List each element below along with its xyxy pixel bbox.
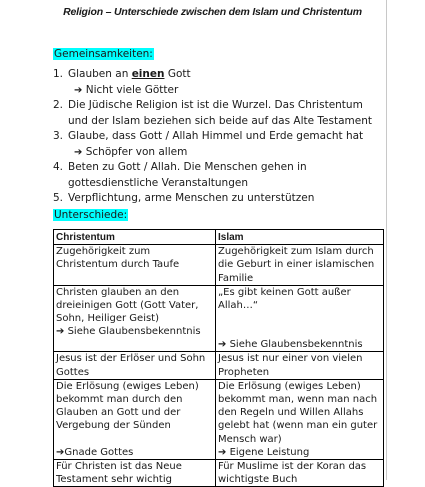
- page-edge-divider: [386, 0, 387, 480]
- differences-heading-text: Unterschiede:: [54, 209, 128, 221]
- table-cell-islam: Für Muslime ist der Koran das wichtigste Buch: [216, 460, 384, 487]
- right-arrow-icon: ➔: [74, 146, 83, 158]
- right-arrow-icon: ➔: [218, 446, 227, 458]
- table-cell-islam: [216, 285, 384, 352]
- differences-heading: [53, 209, 128, 221]
- list-item: [53, 129, 383, 160]
- list-item-text-after: Gott: [164, 68, 191, 80]
- column-header-islam: Islam: [216, 230, 384, 245]
- table-cell-christentum: [54, 379, 216, 459]
- cell-text: Christen glauben an den dreieinigen Gott (Gott Vater, Sohn, Heiliger Geist): [56, 286, 199, 325]
- document-title: Religion – Unterschiede zwischen dem Islam und Christentum: [63, 6, 362, 18]
- similarities-heading: [53, 48, 154, 60]
- list-item-text: Beten zu Gott / Allah. Die Menschen gehen in gottesdienstliche Veranstaltungen: [68, 161, 307, 189]
- table-header-row: [54, 230, 384, 245]
- right-arrow-icon: ➔: [56, 446, 65, 458]
- cell-text: Die Erlösung (ewiges Leben) bekommt man durch den Glauben an Gott und der Vergebung der Sünden: [56, 380, 199, 432]
- list-item-text: Die Jüdische Religion ist ist die Wurzel. Das Christentum und der Islam beziehen sich beide auf das Alte Testament: [68, 99, 372, 127]
- table-row: [54, 285, 384, 352]
- list-item: [53, 191, 383, 207]
- cell-text: „Es gibt keinen Gott außer Allah…“: [218, 286, 351, 312]
- table-cell-islam: Zugehörigkeit zum Islam durch die Geburt in einer islamischen Familie: [216, 245, 384, 286]
- table-row: [54, 460, 384, 487]
- list-item-text: Verpflichtung, arme Menschen zu unterstützen: [68, 192, 315, 204]
- cell-arrow-text: Eigene Leistung: [229, 446, 310, 458]
- table-cell-christentum: Für Christen ist das Neue Testament sehr wichtig: [54, 460, 216, 487]
- cell-arrow-text: Siehe Glaubensbekenntnis: [67, 326, 201, 338]
- table-row: [54, 245, 384, 286]
- table-row: [54, 352, 384, 379]
- list-number: 3.: [53, 130, 64, 142]
- similarities-list: [53, 67, 383, 207]
- list-item: [53, 160, 383, 191]
- differences-table: [53, 229, 384, 487]
- cell-text: Die Erlösung (ewiges Leben) bekommt man, wenn man nach den Regeln und Willen Allahs gelebt hat (wenn man ein guter Mensch war): [218, 380, 378, 445]
- right-arrow-icon: ➔: [56, 326, 65, 338]
- list-sub-item-text: Nicht viele Götter: [85, 83, 179, 96]
- list-sub-item-text: Schöpfer von allem: [85, 145, 188, 158]
- list-number: 4.: [53, 161, 64, 173]
- list-item-emphasis: einen: [131, 68, 165, 80]
- table-cell-christentum: Zugehörigkeit zum Christentum durch Taufe: [54, 245, 216, 286]
- table-cell-christentum: Jesus ist der Erlöser und Sohn Gottes: [54, 352, 216, 379]
- table-cell-christentum: [54, 285, 216, 352]
- list-sub-item: [68, 83, 383, 99]
- column-header-christentum: Christentum: [54, 230, 216, 245]
- list-item: [53, 98, 383, 129]
- table-row: [54, 379, 384, 459]
- table-cell-islam: Jesus ist nur einer von vielen Propheten: [216, 352, 384, 379]
- cell-arrow-text: Siehe Glaubensbekenntnis: [229, 339, 363, 351]
- list-item: [53, 67, 383, 98]
- list-number: 1.: [53, 68, 64, 80]
- list-item-text-before: Glauben an: [68, 68, 132, 80]
- similarities-heading-text: Gemeinsamkeiten:: [54, 48, 153, 60]
- list-number: 2.: [53, 99, 64, 111]
- right-arrow-icon: ➔: [218, 339, 227, 351]
- list-number: 5.: [53, 192, 64, 204]
- list-sub-item: [68, 145, 383, 161]
- right-arrow-icon: ➔: [74, 84, 83, 96]
- table-cell-islam: [216, 379, 384, 459]
- cell-arrow-text: Gnade Gottes: [64, 446, 134, 458]
- list-item-text: Glaube, dass Gott / Allah Himmel und Erde gemacht hat: [68, 130, 364, 142]
